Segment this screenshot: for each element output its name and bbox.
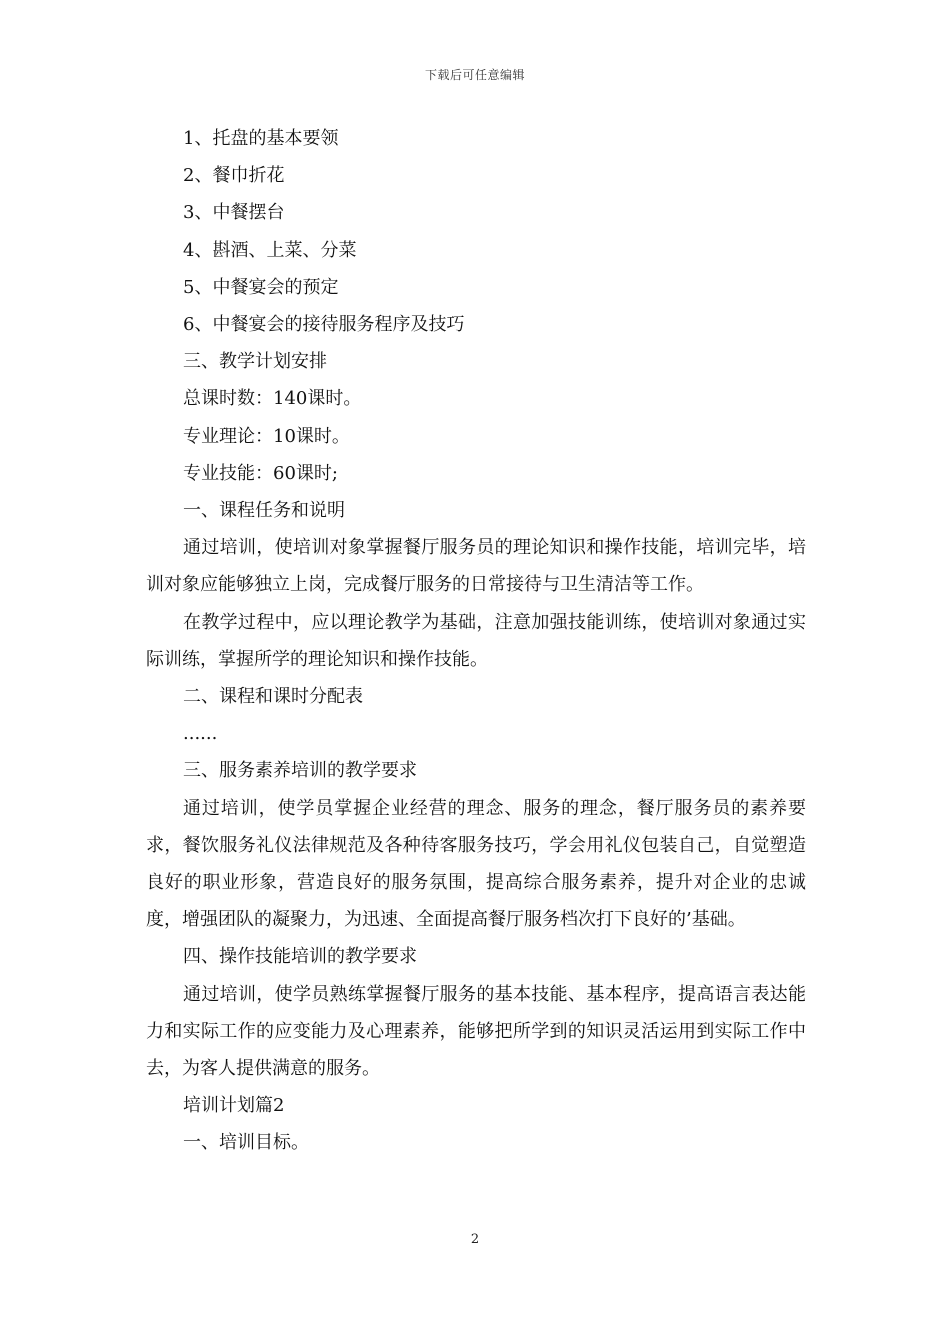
page-header: 下载后可任意编辑	[424, 68, 525, 82]
paragraph-teaching-process: 在教学过程中，应以理论教学为基础，注意加强技能训练，使培训对象通过实际训练，掌握所学的理论知识和操作技能。	[146, 611, 806, 670]
skill-hours-text: 专业技能：60课时;	[183, 462, 338, 484]
list-item-serving: 4、斟酒、上菜、分菜	[183, 239, 357, 261]
document-body	[146, 120, 806, 1162]
total-hours-text: 总课时数：140课时。	[183, 388, 362, 410]
paragraph-training-goal: 通过培训，使培训对象掌握餐厅服务员的理论知识和操作技能，培训完毕，培训对象应能够独立上岗，完成餐厅服务的日常接待与卫生清洁等工作。	[146, 537, 806, 596]
list-item-table-setting: 3、中餐摆台	[183, 202, 285, 224]
section-heading-course-tasks: 一、课程任务和说明	[183, 500, 345, 522]
plan2-goal-heading: 一、培训目标。	[183, 1132, 309, 1154]
list-item-napkin-folding: 2、餐巾折花	[183, 165, 285, 187]
ellipsis-text: ......	[183, 723, 218, 745]
section-heading-course-hours: 二、课程和课时分配表	[183, 686, 363, 708]
section-heading-service-quality: 三、服务素养培训的教学要求	[183, 760, 417, 782]
paragraph-service-quality: 通过培训，使学员掌握企业经营的理念、服务的理念，餐厅服务员的素养要求，餐饮服务礼仪法律规范及各种待客服务技巧，学会用礼仪包装自己，自觉塑造良好的职业形象，营造良好的服务氛围，提高综合服务素养，提升对企业的忠诚度，增强团队的凝聚力，为迅速、全面提高餐厅服务档次打下良好的’基础。	[146, 797, 806, 931]
page-number: 2	[470, 1232, 480, 1247]
theory-hours-text: 专业理论：10课时。	[183, 425, 350, 447]
section-heading-plan: 三、教学计划安排	[183, 351, 327, 373]
list-item-banquet-service: 6、中餐宴会的接待服务程序及技巧	[183, 314, 465, 336]
list-item-tray: 1、托盘的基本要领	[183, 128, 339, 149]
section-heading-skills: 四、操作技能培训的教学要求	[183, 946, 417, 968]
section-heading-plan2: 培训计划篇2	[183, 1095, 285, 1117]
paragraph-skills: 通过培训，使学员熟练掌握餐厅服务的基本技能、基本程序，提高语言表达能力和实际工作的应变能力及心理素养，能够把所学到的知识灵活运用到实际工作中去，为客人提供满意的服务。	[146, 983, 806, 1080]
list-item-banquet-booking: 5、中餐宴会的预定	[183, 276, 339, 298]
